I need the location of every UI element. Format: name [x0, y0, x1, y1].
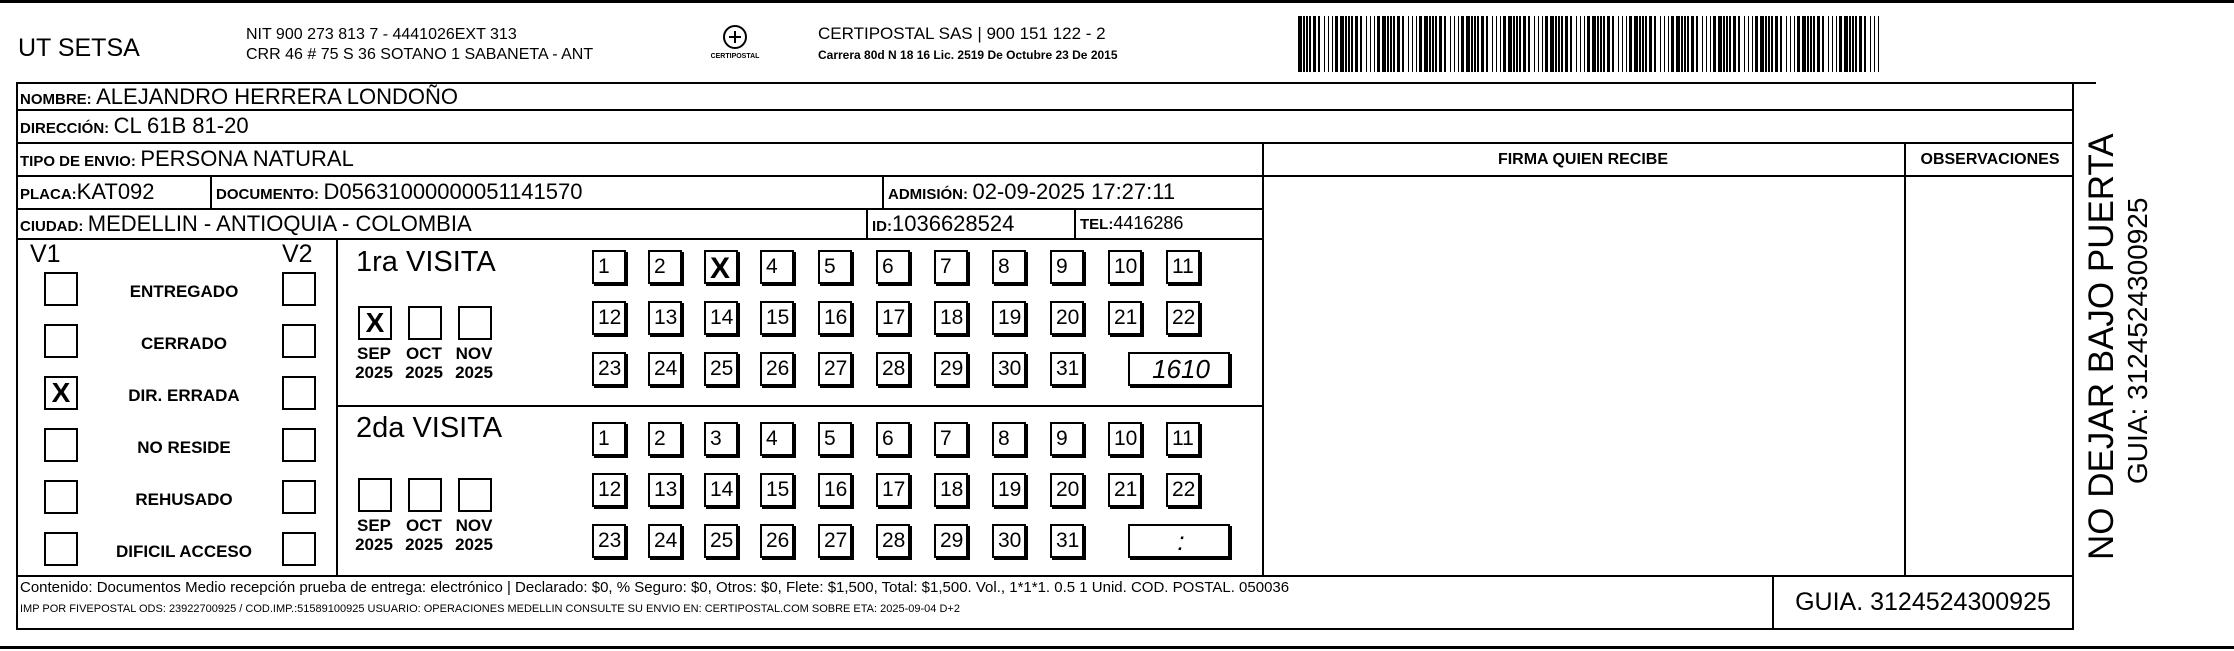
- day-box[interactable]: 6: [876, 422, 910, 456]
- day-box[interactable]: 10: [1108, 250, 1142, 284]
- barcode-bar: [1859, 16, 1862, 72]
- barcode-bar: [1555, 16, 1557, 72]
- day-box[interactable]: 23: [592, 524, 626, 558]
- tel-value: 4416286: [1113, 213, 1184, 233]
- tipo-value: PERSONA NATURAL: [140, 146, 354, 171]
- barcode-bar: [1810, 16, 1812, 72]
- barcode-bar: [1864, 16, 1866, 72]
- admision-row: [888, 179, 1175, 205]
- no-dejar-bajo-puerta: NO DEJAR BAJO PUERTA: [2082, 133, 2121, 560]
- month-checkbox[interactable]: [408, 306, 442, 340]
- barcode-bar: [1570, 16, 1572, 72]
- barcode-bar: [1416, 16, 1417, 72]
- barcode-bar: [1309, 16, 1311, 72]
- day-box[interactable]: 16: [818, 473, 852, 507]
- barcode-bar: [1618, 16, 1619, 72]
- barcode-bar: [1654, 16, 1656, 72]
- barcode-bar: [1874, 16, 1875, 72]
- day-box[interactable]: 18: [934, 473, 968, 507]
- day-box[interactable]: 13: [648, 301, 682, 335]
- barcode-bar: [1817, 16, 1820, 72]
- barcode-bar: [1752, 16, 1753, 72]
- nombre-value: ALEJANDRO HERRERA LONDOÑO: [96, 84, 458, 109]
- day-box[interactable]: 22: [1166, 301, 1200, 335]
- day-box[interactable]: 6: [876, 250, 910, 284]
- day-box[interactable]: 26: [760, 524, 794, 558]
- barcode-bar: [1600, 16, 1602, 72]
- barcode-bar: [1660, 16, 1661, 72]
- barcode-bar: [1849, 16, 1851, 72]
- barcode-bar: [1370, 16, 1371, 72]
- day-box[interactable]: 29: [934, 524, 968, 558]
- status-label: DIFICIL ACCESO: [115, 542, 252, 561]
- observaciones-header: OBSERVACIONES: [1920, 151, 2060, 168]
- day-box[interactable]: 8: [992, 422, 1026, 456]
- day-box[interactable]: 28: [876, 352, 910, 386]
- barcode-bar: [1580, 16, 1581, 72]
- month-label: [452, 516, 496, 554]
- day-box[interactable]: 4: [760, 250, 794, 284]
- month-name: OCT: [406, 344, 442, 363]
- barcode-bar: [1516, 16, 1518, 72]
- v1-checkbox[interactable]: [44, 532, 78, 566]
- placa-row: [20, 179, 155, 205]
- day-box[interactable]: 14: [704, 301, 738, 335]
- barcode-bar: [1696, 16, 1698, 72]
- admision-value: 02-09-2025 17:27:11: [972, 179, 1176, 204]
- barcode-bar: [1492, 16, 1493, 72]
- nit-line: NIT 900 273 813 7 - 4441026EXT 313: [246, 26, 517, 43]
- barcode-bar: [1461, 16, 1464, 72]
- barcode-bar: [1303, 16, 1305, 72]
- ciudad-row: [20, 211, 472, 237]
- barcode-bar: [1471, 16, 1473, 72]
- barcode-bar: [1513, 16, 1515, 72]
- id-row: [872, 211, 1014, 237]
- day-box[interactable]: 20: [1050, 301, 1084, 335]
- status-label: REHUSADO: [135, 490, 233, 509]
- day-box[interactable]: 30: [992, 352, 1026, 386]
- month-checkbox[interactable]: [408, 478, 442, 512]
- v2-checkbox[interactable]: [282, 376, 316, 410]
- barcode-bar: [1454, 16, 1455, 72]
- direccion-label: DIRECCIÓN:: [20, 120, 110, 137]
- barcode-bar: [1474, 16, 1476, 72]
- barcode-bar: [1538, 16, 1539, 72]
- barcode-bar: [1748, 16, 1749, 72]
- tipo-label: TIPO DE ENVIO:: [20, 153, 136, 170]
- barcode-bar: [1318, 16, 1320, 72]
- barcode-bar: [1360, 16, 1362, 72]
- barcode-bar: [1402, 16, 1404, 72]
- visit2-title: 2da VISITA: [356, 412, 503, 444]
- barcode-bar: [1626, 16, 1627, 72]
- month-name: NOV: [455, 344, 493, 363]
- certipostal-logo: [706, 24, 764, 66]
- barcode-bar: [1822, 16, 1824, 72]
- barcode-bar: [1429, 16, 1431, 72]
- barcode-bar: [1768, 16, 1770, 72]
- nombre-row: [20, 84, 458, 110]
- barcode-bar: [1813, 16, 1815, 72]
- month-label: [352, 344, 396, 382]
- month-year: 2025: [355, 535, 393, 554]
- barcode-bar: [1424, 16, 1428, 72]
- barcode-bar: [1645, 16, 1647, 72]
- barcode-bar: [1649, 16, 1652, 72]
- barcode-bar: [1313, 16, 1316, 72]
- barcode-bar: [1477, 16, 1479, 72]
- barcode-bar: [1550, 16, 1554, 72]
- barcode-bar: [1639, 16, 1641, 72]
- firma-header: FIRMA QUIEN RECIBE: [1497, 151, 1669, 168]
- status-label: DIR. ERRADA: [128, 386, 240, 405]
- barcode-bar: [1702, 16, 1703, 72]
- firma-area[interactable]: [1264, 177, 1902, 575]
- month-checkbox[interactable]: X: [358, 306, 392, 340]
- barcode-bar: [1393, 16, 1395, 72]
- footer-guia: GUIA. 3124524300925: [1795, 588, 2051, 616]
- barcode-bar: [1603, 16, 1605, 72]
- month-year: 2025: [455, 535, 493, 554]
- time-box[interactable]: :: [1128, 524, 1230, 558]
- day-box[interactable]: 1: [592, 422, 626, 456]
- day-box[interactable]: 14: [704, 473, 738, 507]
- tel-row: [1080, 213, 1183, 234]
- barcode-bar: [1780, 16, 1782, 72]
- barcode-bar: [1542, 16, 1543, 72]
- barcode-bar: [1870, 16, 1871, 72]
- month-checkbox[interactable]: [458, 478, 492, 512]
- barcode-bar: [1496, 16, 1497, 72]
- day-box[interactable]: 23: [592, 352, 626, 386]
- day-box[interactable]: 31: [1050, 352, 1084, 386]
- barcode-bar: [1852, 16, 1854, 72]
- day-box[interactable]: 26: [760, 352, 794, 386]
- barcode-bar: [1397, 16, 1400, 72]
- barcode-bar: [1592, 16, 1596, 72]
- day-box[interactable]: 10: [1108, 422, 1142, 456]
- tel-label: TEL:: [1080, 216, 1114, 233]
- status-label: ENTREGADO: [129, 282, 239, 301]
- barcode-bar: [1545, 16, 1548, 72]
- month-label: [352, 516, 396, 554]
- barcode-bar: [1450, 16, 1451, 72]
- day-box[interactable]: 17: [876, 301, 910, 335]
- barcode-bar: [1684, 16, 1686, 72]
- day-box[interactable]: 7: [934, 422, 968, 456]
- month-label: [452, 344, 496, 382]
- barcode-bar: [1676, 16, 1680, 72]
- tipo-row: [20, 146, 354, 172]
- barcode-bar: [1458, 16, 1459, 72]
- ciudad-value: MEDELLIN - ANTIOQUIA - COLOMBIA: [87, 211, 472, 236]
- documento-row: [216, 179, 582, 205]
- barcode-bar: [1681, 16, 1683, 72]
- v2-checkbox[interactable]: [282, 428, 316, 462]
- barcode-bar: [1466, 16, 1470, 72]
- barcode-bar: [1561, 16, 1563, 72]
- barcode-bar: [1377, 16, 1380, 72]
- v1-checkbox[interactable]: [44, 480, 78, 514]
- barcode-bar: [1432, 16, 1434, 72]
- placa-label: PLACA:: [20, 186, 77, 203]
- barcode-bar: [1878, 16, 1879, 72]
- day-box[interactable]: 9: [1050, 422, 1084, 456]
- barcode-bar: [1523, 16, 1526, 72]
- barcode-bar: [1387, 16, 1389, 72]
- day-box[interactable]: 1: [592, 250, 626, 284]
- day-box[interactable]: 25: [704, 524, 738, 558]
- barcode-bar: [1771, 16, 1773, 72]
- v1-checkbox[interactable]: [44, 324, 78, 358]
- direccion-value: CL 61B 81-20: [113, 113, 249, 138]
- barcode-bar: [1760, 16, 1764, 72]
- barcode-bar: [1508, 16, 1512, 72]
- direccion-row: [20, 113, 249, 139]
- logo-text: CERTIPOSTAL: [710, 53, 760, 60]
- v2-checkbox[interactable]: [282, 324, 316, 358]
- barcode-bar: [1298, 16, 1302, 72]
- day-box[interactable]: 12: [592, 473, 626, 507]
- barcode-bar: [1786, 16, 1787, 72]
- day-box[interactable]: 18: [934, 301, 968, 335]
- visit1-title: 1ra VISITA: [356, 246, 496, 278]
- barcode-bar: [1528, 16, 1530, 72]
- month-name: SEP: [356, 516, 392, 535]
- barcode-bar: [1558, 16, 1560, 72]
- footer-contenido: Contenido: Documentos Medio recepción prueba de entrega: electrónico | Declarado: $0, % Seguro: $0, Otros: $0, Flete: $1,500, Total: $1,500. Vol., 1*1*1. 0.5 1 Unid. COD. POSTAL. 050036: [20, 579, 1290, 596]
- month-name: OCT: [406, 516, 442, 535]
- id-value: 1036628524: [892, 211, 1015, 236]
- barcode-bar: [1408, 16, 1409, 72]
- barcode-bar: [1503, 16, 1506, 72]
- address-line: CRR 46 # 75 S 36 SOTANO 1 SABANETA - ANT: [246, 46, 594, 63]
- month-checkbox[interactable]: [358, 478, 392, 512]
- day-box[interactable]: 16: [818, 301, 852, 335]
- barcode-bar: [1390, 16, 1392, 72]
- v1-checkbox[interactable]: X: [44, 376, 78, 410]
- barcode-bar: [1335, 16, 1338, 72]
- day-box[interactable]: 12: [592, 301, 626, 335]
- day-box[interactable]: 9: [1050, 250, 1084, 284]
- barcode-bar: [1444, 16, 1446, 72]
- day-box[interactable]: 2: [648, 422, 682, 456]
- day-box[interactable]: 29: [934, 352, 968, 386]
- barcode-bar: [1844, 16, 1848, 72]
- barcode-bar: [1733, 16, 1736, 72]
- month-year: 2025: [405, 535, 443, 554]
- status-label: NO RESIDE: [137, 438, 231, 457]
- v2-checkbox[interactable]: [282, 480, 316, 514]
- barcode-bar: [1836, 16, 1837, 72]
- barcode-bar: [1576, 16, 1577, 72]
- barcode-bar: [1348, 16, 1350, 72]
- barcode-bar: [1642, 16, 1644, 72]
- day-box[interactable]: 21: [1108, 473, 1142, 507]
- day-box[interactable]: 20: [1050, 473, 1084, 507]
- day-box[interactable]: 15: [760, 301, 794, 335]
- barcode-bar: [1412, 16, 1413, 72]
- day-box[interactable]: 7: [934, 250, 968, 284]
- barcode-bar: [1486, 16, 1488, 72]
- day-box[interactable]: 19: [992, 473, 1026, 507]
- barcode-bar: [1855, 16, 1857, 72]
- bottom-rule: [0, 646, 2234, 649]
- barcode-bar: [1565, 16, 1568, 72]
- barcode-bar: [1584, 16, 1585, 72]
- id-label: ID:: [872, 218, 892, 235]
- barcode-bar: [1439, 16, 1442, 72]
- day-box[interactable]: 31: [1050, 524, 1084, 558]
- barcode-bar: [1807, 16, 1809, 72]
- barcode-bar: [1340, 16, 1344, 72]
- day-box[interactable]: 30: [992, 524, 1026, 558]
- day-box[interactable]: 4: [760, 422, 794, 456]
- v1-checkbox[interactable]: [44, 272, 78, 306]
- barcode-bar: [1710, 16, 1711, 72]
- day-box[interactable]: 8: [992, 250, 1026, 284]
- company-name: UT SETSA: [18, 34, 140, 62]
- barcode-bar: [1374, 16, 1375, 72]
- day-box[interactable]: 25: [704, 352, 738, 386]
- day-box[interactable]: 5: [818, 250, 852, 284]
- documento-value: D05631000000051141570: [323, 179, 583, 204]
- barcode-bar: [1723, 16, 1725, 72]
- footer-impresion: IMP POR FIVEPOSTAL ODS: 23922700925 / COD.IMP.:51589100925 USUARIO: OPERACIONES MEDELLIN CONSULTE SU ENVIO EN: CERTIPOSTAL.COM SOBRE ETA: 2025-09-04 D+2: [20, 603, 960, 615]
- carrier-line: CERTIPOSTAL SAS | 900 151 122 - 2: [818, 24, 1106, 43]
- barcode-bar: [1500, 16, 1501, 72]
- license-line: Carrera 80d N 18 16 Lic. 2519 De Octubre 23 De 2015: [818, 48, 1118, 62]
- day-box[interactable]: 24: [648, 524, 682, 558]
- barcode-bar: [1306, 16, 1308, 72]
- side-guia: GUIA: 3124524300925: [2122, 197, 2153, 484]
- barcode-bar: [1839, 16, 1842, 72]
- barcode-bar: [1332, 16, 1333, 72]
- barcode-bar: [1738, 16, 1740, 72]
- barcode-bar: [1790, 16, 1791, 72]
- day-box[interactable]: 11: [1166, 422, 1200, 456]
- barcode-bar: [1718, 16, 1722, 72]
- day-box[interactable]: 11: [1166, 250, 1200, 284]
- barcode-bar: [1687, 16, 1689, 72]
- nombre-label: NOMBRE:: [20, 91, 92, 108]
- barcode-bar: [1802, 16, 1806, 72]
- day-box[interactable]: 15: [760, 473, 794, 507]
- day-box[interactable]: 13: [648, 473, 682, 507]
- barcode-bar: [1775, 16, 1778, 72]
- month-checkbox[interactable]: [458, 306, 492, 340]
- day-box[interactable]: 21: [1108, 301, 1142, 335]
- barcode-bar: [1668, 16, 1669, 72]
- barcode-bar: [1797, 16, 1800, 72]
- barcode-bar: [1587, 16, 1590, 72]
- logo-icon: [720, 24, 750, 50]
- month-label: [402, 516, 446, 554]
- day-box[interactable]: X: [704, 250, 738, 284]
- barcode-bar: [1328, 16, 1329, 72]
- ciudad-label: CIUDAD:: [20, 218, 84, 235]
- barcode-bar: [1345, 16, 1347, 72]
- barcode-bar: [1519, 16, 1521, 72]
- barcode-bar: [1607, 16, 1610, 72]
- day-box[interactable]: 3: [704, 422, 738, 456]
- barcode-bar: [1634, 16, 1638, 72]
- barcode-bar: [1351, 16, 1353, 72]
- barcode-bar: [1706, 16, 1707, 72]
- barcode-bar: [1612, 16, 1614, 72]
- day-box[interactable]: 19: [992, 301, 1026, 335]
- barcode-bar: [1366, 16, 1367, 72]
- barcode-bar: [1729, 16, 1731, 72]
- day-box[interactable]: 24: [648, 352, 682, 386]
- barcode-bar: [1664, 16, 1665, 72]
- v1-header: V1: [30, 240, 61, 268]
- barcode-bar: [1355, 16, 1358, 72]
- day-box[interactable]: 27: [818, 524, 852, 558]
- month-name: SEP: [356, 344, 392, 363]
- barcode-bar: [1828, 16, 1829, 72]
- status-label: CERRADO: [141, 334, 227, 353]
- barcode-bar: [1435, 16, 1437, 72]
- barcode-bar: [1481, 16, 1484, 72]
- month-year: 2025: [455, 363, 493, 382]
- barcode-bar: [1832, 16, 1833, 72]
- placa-value: KAT092: [76, 179, 155, 204]
- day-box[interactable]: 17: [876, 473, 910, 507]
- v2-checkbox[interactable]: [282, 272, 316, 306]
- barcode-bar: [1671, 16, 1674, 72]
- day-box[interactable]: 27: [818, 352, 852, 386]
- documento-label: DOCUMENTO:: [216, 186, 320, 203]
- time-box[interactable]: 1610: [1128, 352, 1230, 386]
- top-rule: [0, 0, 2234, 3]
- day-box[interactable]: 28: [876, 524, 910, 558]
- barcode-bar: [1755, 16, 1758, 72]
- barcode-bar: [1713, 16, 1716, 72]
- barcode-bar: [1794, 16, 1795, 72]
- barcode: [1296, 16, 1884, 76]
- month-name: NOV: [455, 516, 493, 535]
- day-box[interactable]: 5: [818, 422, 852, 456]
- observaciones-area[interactable]: [1906, 177, 2072, 575]
- v2-header: V2: [282, 240, 313, 268]
- barcode-bar: [1726, 16, 1728, 72]
- barcode-bar: [1744, 16, 1745, 72]
- month-year: 2025: [405, 363, 443, 382]
- barcode-bar: [1534, 16, 1535, 72]
- barcode-bar: [1691, 16, 1694, 72]
- v2-checkbox[interactable]: [282, 532, 316, 566]
- day-box[interactable]: 22: [1166, 473, 1200, 507]
- admision-label: ADMISIÓN:: [888, 186, 968, 203]
- barcode-bar: [1382, 16, 1386, 72]
- month-label: [402, 344, 446, 382]
- barcode-bar: [1597, 16, 1599, 72]
- barcode-bar: [1622, 16, 1623, 72]
- day-box[interactable]: 2: [648, 250, 682, 284]
- barcode-bar: [1765, 16, 1767, 72]
- barcode-bar: [1419, 16, 1422, 72]
- month-year: 2025: [355, 363, 393, 382]
- barcode-bar: [1324, 16, 1325, 72]
- barcode-bar: [1629, 16, 1632, 72]
- v1-checkbox[interactable]: [44, 428, 78, 462]
